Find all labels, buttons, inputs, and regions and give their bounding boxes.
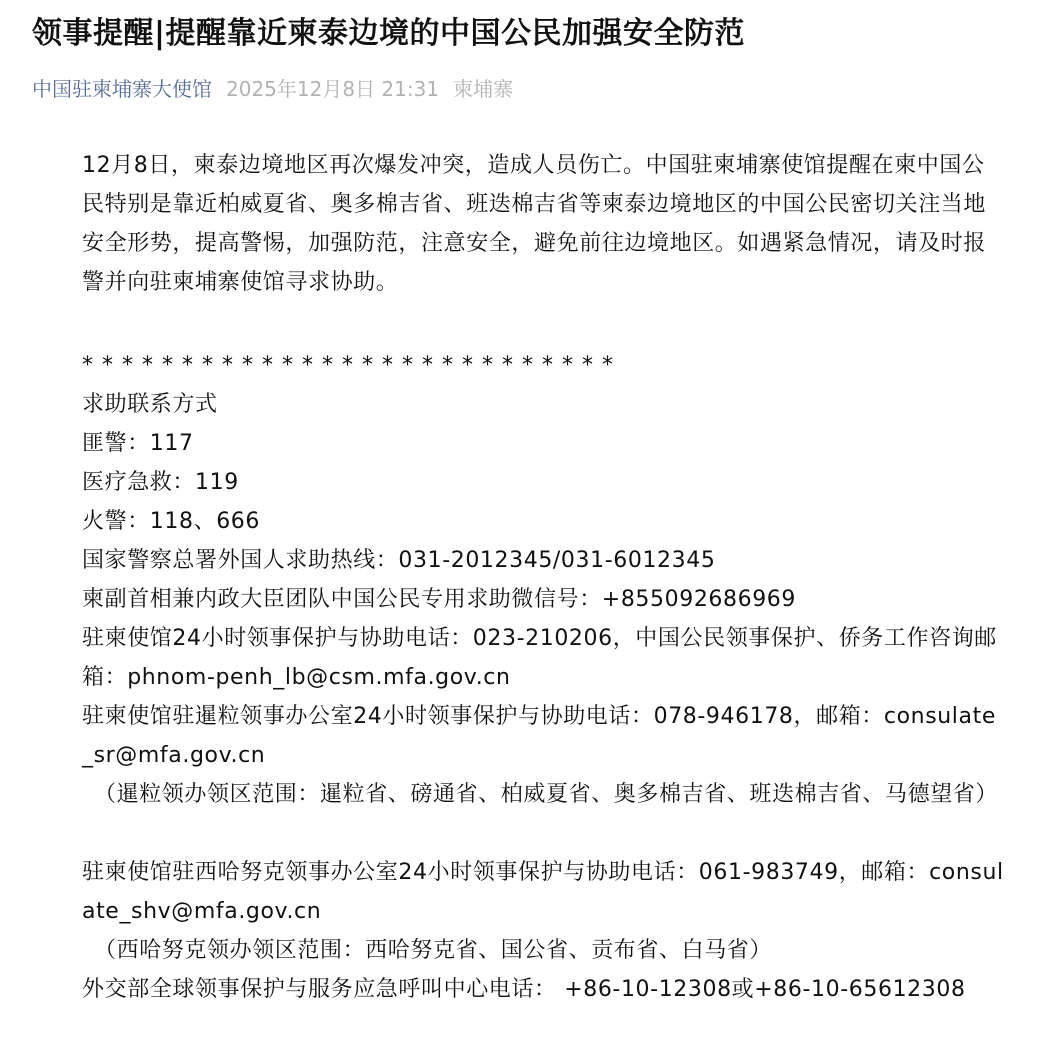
separator: *************************** [82,353,622,378]
medical-number: 医疗急救：119 [82,470,239,495]
article-meta [32,74,513,104]
mfa-hotline: 外交部全球领事保护与服务应急呼叫中心电话： +86-10-12308或+86-10-65612308 [82,977,966,1002]
publish-date: 2025年12月8日 21:31 [226,77,440,101]
contacts-heading: 求助联系方式 [82,392,218,417]
deputy-pm-wechat: 柬副首相兼内政大臣团队中国公民专用求助微信号：+855092686969 [82,587,796,612]
police-number: 匪警：117 [82,431,194,456]
national-police-hotline: 国家警察总署外国人求助热线：031-2012345/031-6012345 [82,548,716,573]
publish-location: 柬埔寨 [453,77,514,101]
paragraph-warning: 12月8日，柬泰边境地区再次爆发冲突，造成人员伤亡。中国驻柬埔寨使馆提醒在柬中国公民特别是靠近柏威夏省、奥多棉吉省、班迭棉吉省等柬泰边境地区的中国公民密切关注当地安全形势，提高警惕，加强防范，注意安全，避免前往边境地区。如遇紧急情况，请及时报警并向驻柬埔寨使馆寻求协助。 [82,153,987,295]
siem-reap-scope: （暹粒领办领区范围：暹粒省、磅通省、柏威夏省、奥多棉吉省、班迭棉吉省、马德望省） [94,782,999,807]
article-title: 领事提醒|提醒靠近柬泰边境的中国公民加强安全防范 [32,16,745,51]
siem-reap-contact: 驻柬使馆驻暹粒领事办公室24小时领事保护与协助电话：078-946178，邮箱：consulate_sr@mfa.gov.cn [82,704,996,768]
sihanoukville-scope: （西哈努克领办领区范围：西哈努克省、国公省、贡布省、白马省） [94,938,773,963]
account-name-link[interactable]: 中国驻柬埔寨大使馆 [32,77,212,101]
embassy-contact: 驻柬使馆24小时领事保护与协助电话：023-210206，中国公民领事保护、侨务工作咨询邮箱：phnom-penh_lb@csm.mfa.gov.cn [82,626,997,690]
sihanoukville-contact: 驻柬使馆驻西哈努克领事办公室24小时领事保护与协助电话：061-983749，邮箱：consulate_shv@mfa.gov.cn [82,860,1004,924]
fire-number: 火警：118、666 [82,509,260,534]
